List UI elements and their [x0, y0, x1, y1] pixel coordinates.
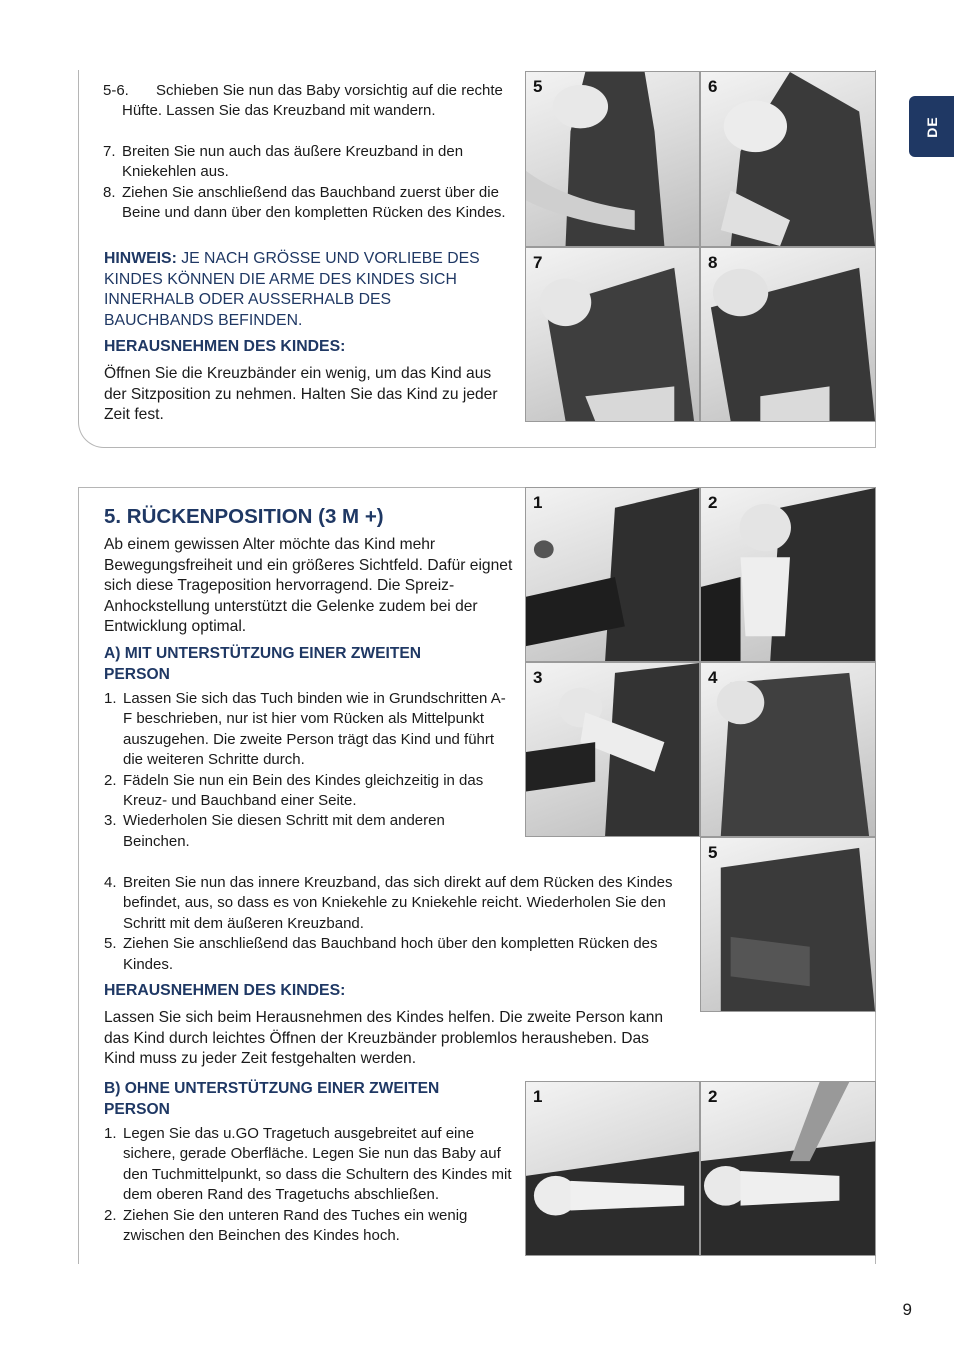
language-tab[interactable]	[909, 96, 954, 157]
list-item: 1. Lassen Sie sich das Tuch binden wie in Grundschritten A-F beschrieben, nur ist hier vom Rücken als Mittelpunkt auszugehen. Die zweite Person trägt das Kind und führt die weiteren Schritte durch.	[104, 690, 506, 769]
bottom-remove-heading: HERAUSNEHMEN DES KINDES:	[104, 982, 346, 999]
section-title: 5. RÜCKENPOSITION (3 M +)	[104, 505, 384, 528]
top-steps-2	[103, 142, 513, 224]
list-item: 5. Ziehen Sie anschließend das Bauchband hoch über den kompletten Rücken des Kindes.	[104, 935, 658, 973]
carrier-photo-illustration	[701, 248, 875, 421]
list-item: 2. Fädeln Sie nun ein Bein des Kindes gleichzeitig in das Kreuz- und Bauchband einer Seite.	[104, 771, 484, 810]
list-item: 5-6. Schieben Sie nun das Baby vorsichtig auf die rechte Hüfte. Lassen Sie das Kreuzband mit wandern.	[103, 82, 503, 120]
list-item: 2. Ziehen Sie den unteren Rand des Tuches ein wenig zwischen den Beinchen des Kindes hoch.	[104, 1206, 468, 1245]
carrier-photo-illustration	[701, 72, 875, 246]
top-steps	[103, 81, 513, 122]
carrier-photo-illustration	[701, 838, 875, 1011]
hint-label: HINWEIS:	[104, 250, 177, 267]
carrier-photo-illustration	[526, 1082, 699, 1255]
photo-a-step-1: 1	[525, 487, 700, 662]
photo-step-8: 8	[700, 247, 876, 422]
list-item: 4. Breiten Sie nun das innere Kreuzband, das sich direkt auf dem Rücken des Kindes befindet, aus, so dass es von Kniekehle zu Kniekehle reicht. Wiederholen Sie den Schritt mit dem äußeren Kreuzband.	[104, 874, 673, 932]
steps-a-part1	[104, 689, 514, 852]
photo-a-step-3: 3	[525, 662, 700, 837]
list-item: 3. Wiederholen Sie diesen Schritt mit dem anderen Beinchen.	[104, 812, 445, 850]
carrier-photo-illustration	[701, 1082, 875, 1255]
subsection-a-heading: A) MIT UNTERSTÜTZUNG EINER ZWEITEN PERSON	[104, 645, 422, 683]
carrier-photo-illustration	[701, 488, 875, 661]
subsection-b-heading: B) OHNE UNTERSTÜTZUNG EINER ZWEITEN PERSON	[104, 1080, 440, 1118]
steps-a-part2	[104, 873, 684, 975]
carrier-photo-illustration	[526, 663, 699, 836]
list-item: 7. Breiten Sie nun auch das äußere Kreuzband in den Kniekehlen aus.	[103, 143, 464, 181]
photo-a-step-4: 4	[700, 662, 876, 837]
photo-b-step-2: 2	[700, 1081, 876, 1256]
carrier-photo-illustration	[526, 72, 699, 246]
photo-a-step-2: 2	[700, 487, 876, 662]
carrier-photo-illustration	[526, 488, 699, 661]
list-item: 8. Ziehen Sie anschließend das Bauchband zuerst über die Beine und dann über den kompletten Rücken des Kindes.	[103, 183, 506, 222]
top-remove-text: Öffnen Sie die Kreuzbänder ein wenig, um das Kind aus der Sitzposition zu nehmen. Halten Sie das Kind zu jeder Zeit fest.	[104, 365, 498, 423]
photo-b-step-1: 1	[525, 1081, 700, 1256]
carrier-photo-illustration	[701, 663, 875, 836]
photo-a-step-5: 5	[700, 837, 876, 1012]
language-tab-label: DE	[923, 115, 940, 138]
list-item: 1. Legen Sie das u.GO Tragetuch ausgebreitet auf eine sichere, gerade Oberfläche. Legen Sie nun das Baby auf den Tuchmittelpunkt, so dass die Schultern des Kindes mit dem oberen Rand des Tragetuchs abschließen.	[104, 1125, 512, 1204]
carrier-photo-illustration	[526, 248, 699, 421]
photo-step-7: 7	[525, 247, 700, 422]
hint-note	[104, 249, 504, 331]
bottom-remove-text: Lassen Sie sich beim Herausnehmen des Kindes helfen. Die zweite Person kann das Kind durch leichtes Öffnen der Kreuzbänder problemlos herausheben. Das Kind muss zu jeder Zeit festgehalten werden.	[104, 1009, 664, 1067]
page-number: 9	[902, 1300, 912, 1319]
section-intro: Ab einem gewissen Alter möchte das Kind mehr Bewegungsfreiheit und ein größeres Sichtfeld. Dafür eignet sich diese Trageposition hervorragend. Die Spreiz-Anhockstellung unterstützt die Gelenke zudem bei der Entwicklung optimal.	[104, 536, 513, 635]
top-remove-heading: HERAUSNEHMEN DES KINDES:	[104, 338, 346, 355]
steps-b	[104, 1124, 514, 1246]
photo-step-6: 6	[700, 71, 876, 247]
hint-text: JE NACH GRÖSSE UND VORLIEBE DES KINDES KÖNNEN DIE ARME DES KINDES SICH INNERHALB ODER AUSSERHALB DES BAUCHBANDS BEFINDEN.	[104, 250, 480, 329]
photo-step-5: 5	[525, 71, 700, 247]
